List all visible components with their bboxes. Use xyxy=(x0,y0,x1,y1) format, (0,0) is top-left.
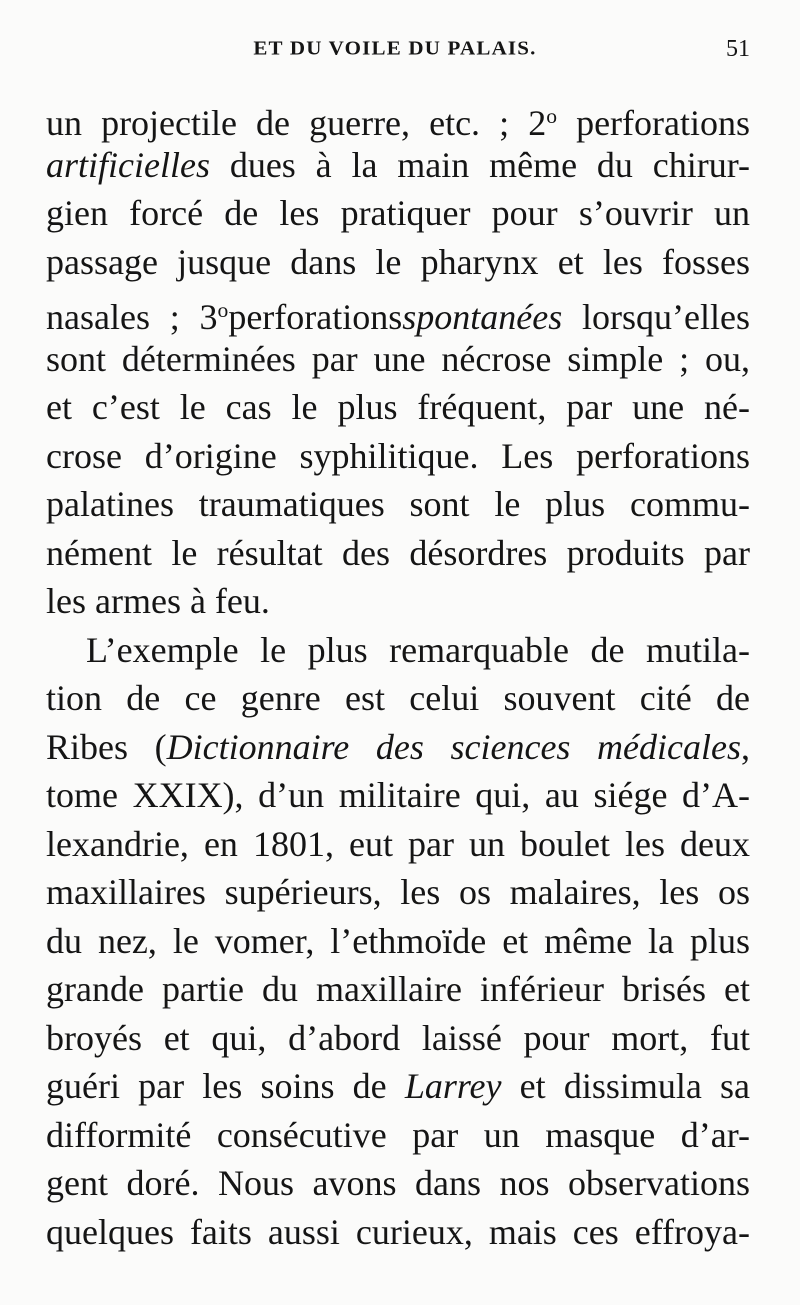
body-text xyxy=(46,92,750,1256)
text-line: artificielles dues à la main même du chirur- xyxy=(46,144,750,185)
page-number: 51 xyxy=(726,36,750,62)
text-line: tome XXIX), d’un militaire qui, au siége d’A- xyxy=(46,775,750,815)
text-line: gien forcé de les pratiquer pour s’ouvrir un xyxy=(46,193,750,233)
text-line: sont déterminées par une nécrose simple ; ou, xyxy=(46,338,750,379)
text-line: les armes à feu. xyxy=(46,581,270,621)
text-line: gent doré. Nous avons dans nos observations xyxy=(46,1163,750,1203)
text-line: grande partie du maxillaire inférieur brisés et xyxy=(46,969,750,1009)
running-head: ET DU VOILE DU PALAIS. xyxy=(253,36,537,60)
text-line: un projectile de guerre, etc. ; 2$^o$ perforations xyxy=(46,102,751,143)
page-header xyxy=(40,36,750,66)
text-line: du nez, le vomer, l’ethmoïde et même la plus xyxy=(46,920,750,961)
text-line: maxillaires supérieurs, les os malaires, les os xyxy=(46,872,750,912)
text-line: quelques faits aussi curieux, mais ces effroya- xyxy=(46,1211,750,1252)
text-line: broyés et qui, d’abord laissé pour mort, fut xyxy=(46,1017,750,1058)
text-line: nément le résultat des désordres produits par xyxy=(46,532,750,573)
text-line: difformité consécutive par un masque d’ar- xyxy=(46,1114,750,1155)
text-line: Ribes (Dictionnaire des sciences médicales, xyxy=(46,726,750,767)
text-line: L’exemple le plus remarquable de mutila- xyxy=(86,629,750,670)
text-line: nasales ; 3$^o$perforationsspontanées lorsqu’elles xyxy=(46,296,750,337)
text-line: lexandrie, en 1801, eut par un boulet les deux xyxy=(46,823,750,864)
text-line: palatines traumatiques sont le plus commu- xyxy=(46,484,750,524)
text-line: et c’est le cas le plus fréquent, par une né- xyxy=(46,387,750,427)
text-line: tion de ce genre est celui souvent cité de xyxy=(46,678,750,718)
text-line: guéri par les soins de Larrey et dissimula sa xyxy=(46,1066,750,1106)
text-line: crose d’origine syphilitique. Les perforations xyxy=(46,435,750,476)
text-line: passage jusque dans le pharynx et les fosses xyxy=(46,241,750,282)
